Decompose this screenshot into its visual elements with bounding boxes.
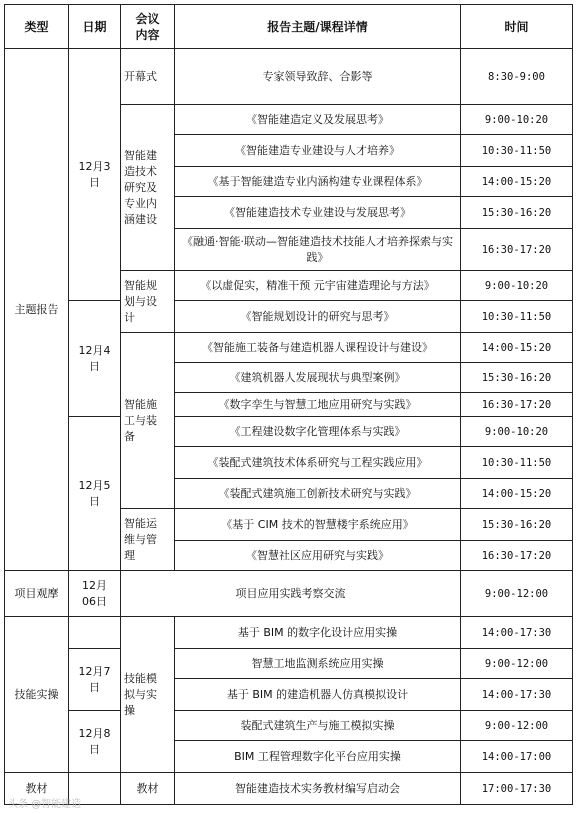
table-row (5, 711, 573, 741)
time-cell: 9:00-10:20 (461, 271, 573, 301)
header-date: 日期 (69, 5, 121, 49)
topic-cell: 《智能建造技术专业建设与发展思考》 (175, 197, 461, 229)
table-row (5, 649, 573, 679)
content-operation: 智能运 维与管 理 (121, 509, 175, 571)
topic-cell: 《装配式建筑技术体系研究与工程实践应用》 (175, 447, 461, 479)
topic-cell: 专家领导致辞、合影等 (175, 49, 461, 105)
topic-cell: 《以虚促实，精准干预 元宇宙建造理论与方法》 (175, 271, 461, 301)
time-cell: 9:00-10:20 (461, 105, 573, 135)
time-cell: 9:00-12:00 (461, 571, 573, 617)
time-cell: 14:00-17:00 (461, 741, 573, 773)
table-row (5, 617, 573, 649)
header-meeting-content: 会议 内容 (121, 5, 175, 49)
topic-cell: 《建筑机器人发展现状与典型案例》 (175, 363, 461, 393)
time-cell: 9:00-12:00 (461, 711, 573, 741)
topic-cell: 基于 BIM 的数字化设计应用实操 (175, 617, 461, 649)
table-row (5, 417, 573, 447)
date-dec-8: 12月8 日 (69, 711, 121, 773)
time-cell: 15:30-16:20 (461, 509, 573, 541)
topic-cell: 《装配式建筑施工创新技术研究与实践》 (175, 479, 461, 509)
time-cell: 14:00-17:30 (461, 679, 573, 711)
time-cell: 9:00-12:00 (461, 649, 573, 679)
content-opening: 开幕式 (121, 49, 175, 105)
date-dec-6: 12月 06日 (69, 571, 121, 617)
topic-cell: 智慧工地监测系统应用实操 (175, 649, 461, 679)
date-dec-3: 12月3 日 (69, 49, 121, 301)
header-row (5, 5, 573, 49)
content-planning: 智能规 划与设 计 (121, 271, 175, 333)
time-cell: 10:30-11:50 (461, 447, 573, 479)
topic-cell: 装配式建筑生产与施工模拟实操 (175, 711, 461, 741)
type-textbook: 教材 (5, 773, 69, 805)
header-time: 时间 (461, 5, 573, 49)
topic-cell: 《基于 CIM 技术的智慧楼宇系统应用》 (175, 509, 461, 541)
topic-cell: 项目应用实践考察交流 (121, 571, 461, 617)
topic-cell: 基于 BIM 的建造机器人仿真模拟设计 (175, 679, 461, 711)
date-empty (69, 617, 121, 649)
date-dec-4: 12月4 日 (69, 301, 121, 417)
time-cell: 16:30-17:20 (461, 541, 573, 571)
topic-cell: 《智能建造专业建设与人才培养》 (175, 135, 461, 167)
time-cell: 16:30-17:20 (461, 229, 573, 271)
time-cell: 16:30-17:20 (461, 393, 573, 417)
date-dec-7: 12月7 日 (69, 649, 121, 711)
time-cell: 14:00-15:20 (461, 167, 573, 197)
content-practice: 技能模 拟与实 操 (121, 617, 175, 773)
topic-cell: 《融通·智能·联动—智能建造技术技能人才培养探索与实践》 (175, 229, 461, 271)
topic-cell: 《智能建造定义及发展思考》 (175, 105, 461, 135)
content-equipment: 智能施 工与装 备 (121, 333, 175, 509)
time-cell: 17:00-17:30 (461, 773, 573, 805)
table-row (5, 571, 573, 617)
time-cell: 10:30-11:50 (461, 135, 573, 167)
time-cell: 10:30-11:50 (461, 301, 573, 333)
type-observation: 项目观摩 (5, 571, 69, 617)
type-training: 技能实操 (5, 617, 69, 773)
topic-cell: 《基于智能建造专业内涵构建专业课程体系》 (175, 167, 461, 197)
table-row (5, 773, 573, 805)
time-cell: 8:30-9:00 (461, 49, 573, 105)
schedule-table (4, 4, 573, 805)
topic-cell: 《智能规划设计的研究与思考》 (175, 301, 461, 333)
topic-cell: 《数字孪生与智慧工地应用研究与实践》 (175, 393, 461, 417)
content-textbook: 教材 (121, 773, 175, 805)
time-cell: 15:30-16:20 (461, 363, 573, 393)
topic-cell: 《智能施工装备与建造机器人课程设计与建设》 (175, 333, 461, 363)
table-row (5, 49, 573, 105)
time-cell: 15:30-16:20 (461, 197, 573, 229)
topic-cell: BIM 工程管理数字化平台应用实操 (175, 741, 461, 773)
topic-cell: 《智慧社区应用研究与实践》 (175, 541, 461, 571)
time-cell: 14:00-15:20 (461, 479, 573, 509)
time-cell: 14:00-15:20 (461, 333, 573, 363)
watermark: 头条 @智能建造 (8, 799, 82, 810)
header-topic: 报告主题/课程详情 (175, 5, 461, 49)
time-cell: 14:00-17:30 (461, 617, 573, 649)
header-type: 类型 (5, 5, 69, 49)
date-dec-5: 12月5 日 (69, 417, 121, 571)
topic-cell: 智能建造技术实务教材编写启动会 (175, 773, 461, 805)
time-cell: 9:00-10:20 (461, 417, 573, 447)
topic-cell: 《工程建设数字化管理体系与实践》 (175, 417, 461, 447)
table-row (5, 301, 573, 333)
content-construction: 智能建 造技术 研究及 专业内 涵建设 (121, 105, 175, 271)
type-keynote: 主题报告 (5, 49, 69, 571)
